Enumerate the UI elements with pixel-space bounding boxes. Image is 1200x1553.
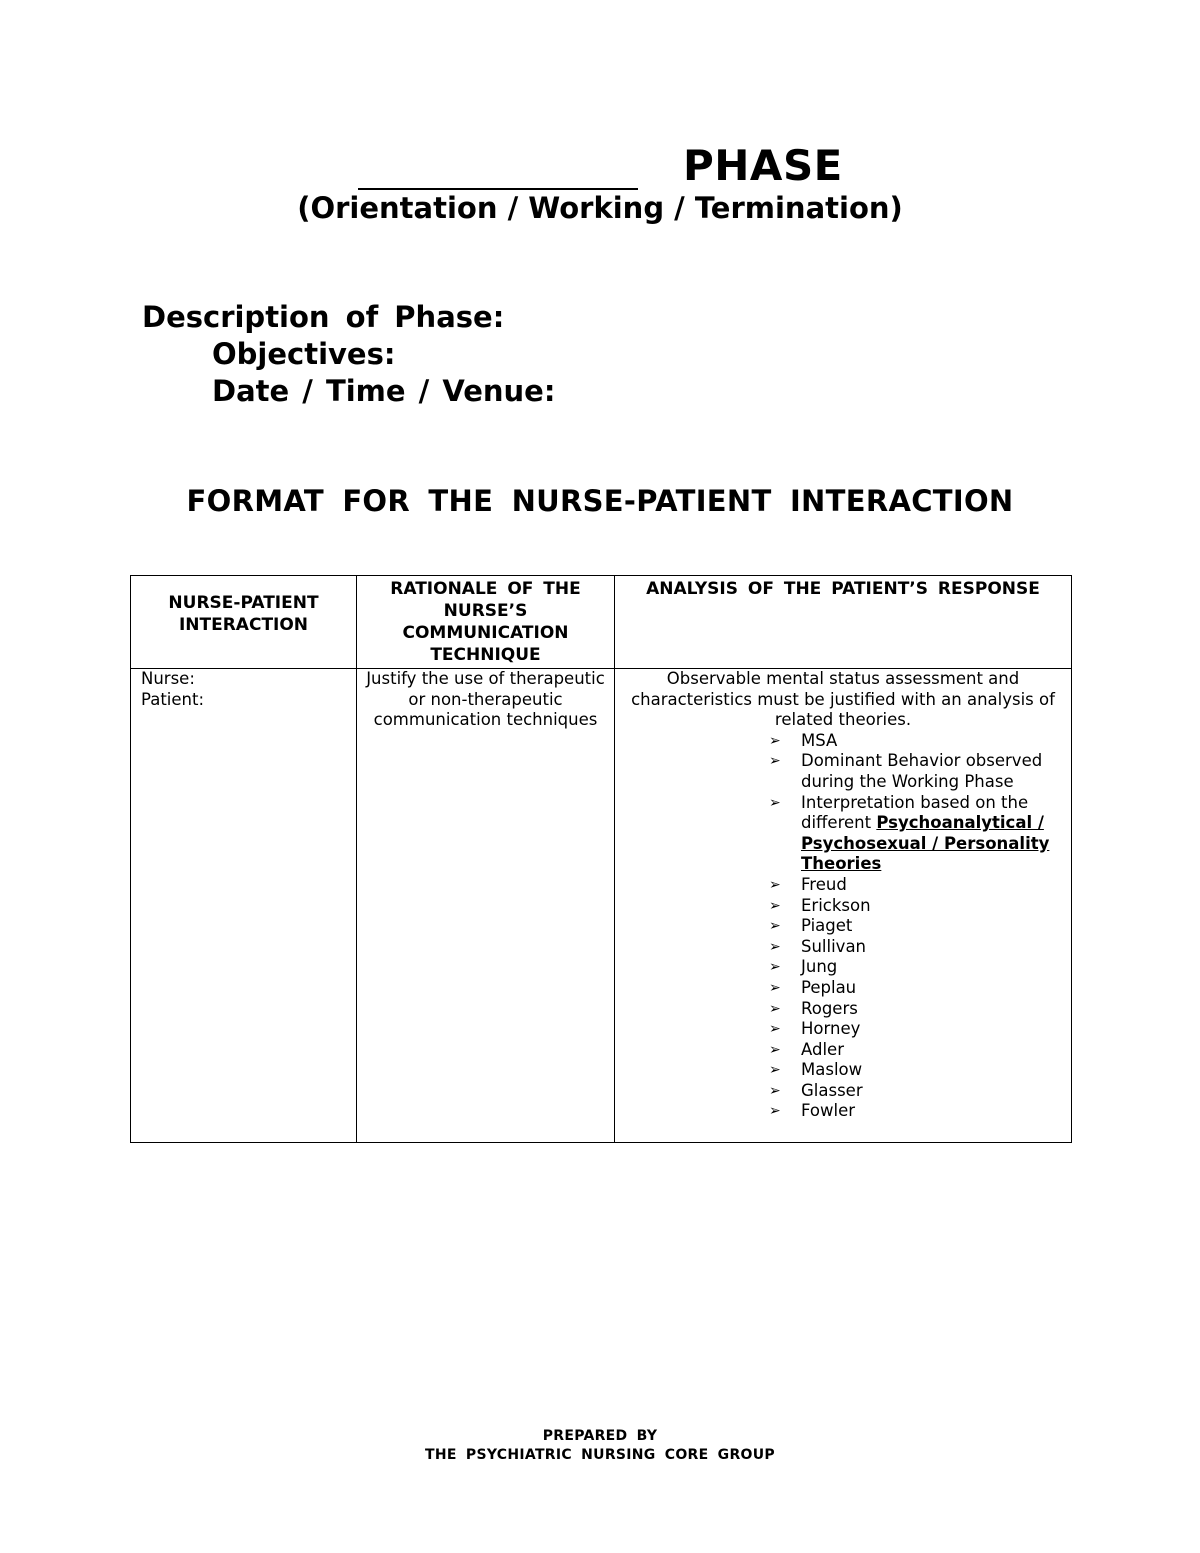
theorist-label: Adler (801, 1039, 844, 1059)
list-item (769, 999, 1071, 1020)
theorist-label: Maslow (801, 1060, 863, 1080)
arrow-bullet-icon: ➢ (769, 897, 781, 914)
arrow-bullet-icon: ➢ (769, 1000, 781, 1017)
theorist-label: Horney (801, 1019, 861, 1039)
list-item (769, 1060, 1071, 1081)
theorist-label: Jung (801, 957, 838, 977)
list-item-label: MSA (801, 730, 838, 750)
list-item (769, 937, 1071, 958)
arrow-bullet-icon: ➢ (769, 876, 781, 893)
analysis-intro: Observable mental status assessment and characteristics must be justified with an analysis of related theories. (631, 669, 1055, 730)
table-header-row (131, 576, 1072, 669)
nurse-label: Nurse: (141, 669, 195, 688)
list-item (769, 916, 1071, 937)
list-item (769, 1019, 1071, 1040)
analysis-list (615, 731, 1071, 1122)
arrow-bullet-icon: ➢ (769, 732, 781, 749)
prepared-by-group: THE PSYCHIATRIC NURSING CORE GROUP (425, 1447, 775, 1463)
theorist-label: Peplau (801, 977, 857, 997)
arrow-bullet-icon: ➢ (769, 794, 781, 811)
list-item (769, 1081, 1071, 1102)
objectives-label: Objectives: (212, 337, 396, 371)
analysis-cell (615, 669, 1072, 1143)
theorist-label: Erickson (801, 895, 871, 915)
description-label: Description of Phase: (142, 300, 505, 334)
theorist-label: Freud (801, 874, 847, 894)
format-title: FORMAT FOR THE NURSE-PATIENT INTERACTION (186, 484, 1014, 518)
theorist-label: Sullivan (801, 936, 867, 956)
arrow-bullet-icon: ➢ (769, 753, 781, 770)
date-time-venue-label: Date / Time / Venue: (212, 374, 556, 408)
header-cell (615, 576, 1072, 669)
table-row (131, 669, 1072, 1143)
list-item (769, 875, 1071, 896)
theorist-label: Glasser (801, 1080, 863, 1100)
header-analysis: ANALYSIS OF THE PATIENT’S RESPONSE (646, 579, 1040, 599)
list-item (769, 793, 1071, 875)
rationale-cell (357, 669, 615, 1143)
arrow-bullet-icon: ➢ (769, 1021, 781, 1038)
arrow-bullet-icon: ➢ (769, 1103, 781, 1120)
arrow-bullet-icon: ➢ (769, 1062, 781, 1079)
prepared-by-label: PREPARED BY (542, 1428, 658, 1444)
theorist-label: Rogers (801, 998, 858, 1018)
list-item (769, 1101, 1071, 1122)
arrow-bullet-icon: ➢ (769, 1082, 781, 1099)
header-nurse-patient-interaction: NURSE-PATIENT INTERACTION (168, 593, 319, 635)
header-rationale: RATIONALE OF THE NURSE’S COMMUNICATION TECHNIQUE (390, 579, 581, 665)
interaction-cell (131, 669, 357, 1143)
arrow-bullet-icon: ➢ (769, 938, 781, 955)
list-item (769, 751, 1071, 792)
interaction-table (130, 575, 1072, 1143)
arrow-bullet-icon: ➢ (769, 979, 781, 996)
theorist-label: Fowler (801, 1101, 856, 1121)
header-cell (131, 576, 357, 669)
phase-name-blank (358, 150, 638, 190)
theories-link-text: Psychoanalytical / Psychosexual / Personality Theories (801, 813, 1050, 874)
header-cell (357, 576, 615, 669)
phase-options: (Orientation / Working / Termination) (297, 191, 903, 225)
list-item (769, 978, 1071, 999)
list-item (769, 957, 1071, 978)
rationale-text: Justify the use of therapeutic or non-therapeutic communication techniques (366, 669, 605, 730)
arrow-bullet-icon: ➢ (769, 1041, 781, 1058)
list-item (769, 896, 1071, 917)
list-item-label: Dominant Behavior observed during the Working Phase (801, 751, 1043, 791)
arrow-bullet-icon: ➢ (769, 918, 781, 935)
list-item-label: Interpretation based on the different (801, 792, 1029, 833)
patient-label: Patient: (141, 689, 205, 709)
list-item (769, 1040, 1071, 1061)
phase-title: PHASE (683, 141, 843, 190)
list-item (769, 731, 1071, 752)
theorist-label: Piaget (801, 916, 853, 936)
arrow-bullet-icon: ➢ (769, 959, 781, 976)
